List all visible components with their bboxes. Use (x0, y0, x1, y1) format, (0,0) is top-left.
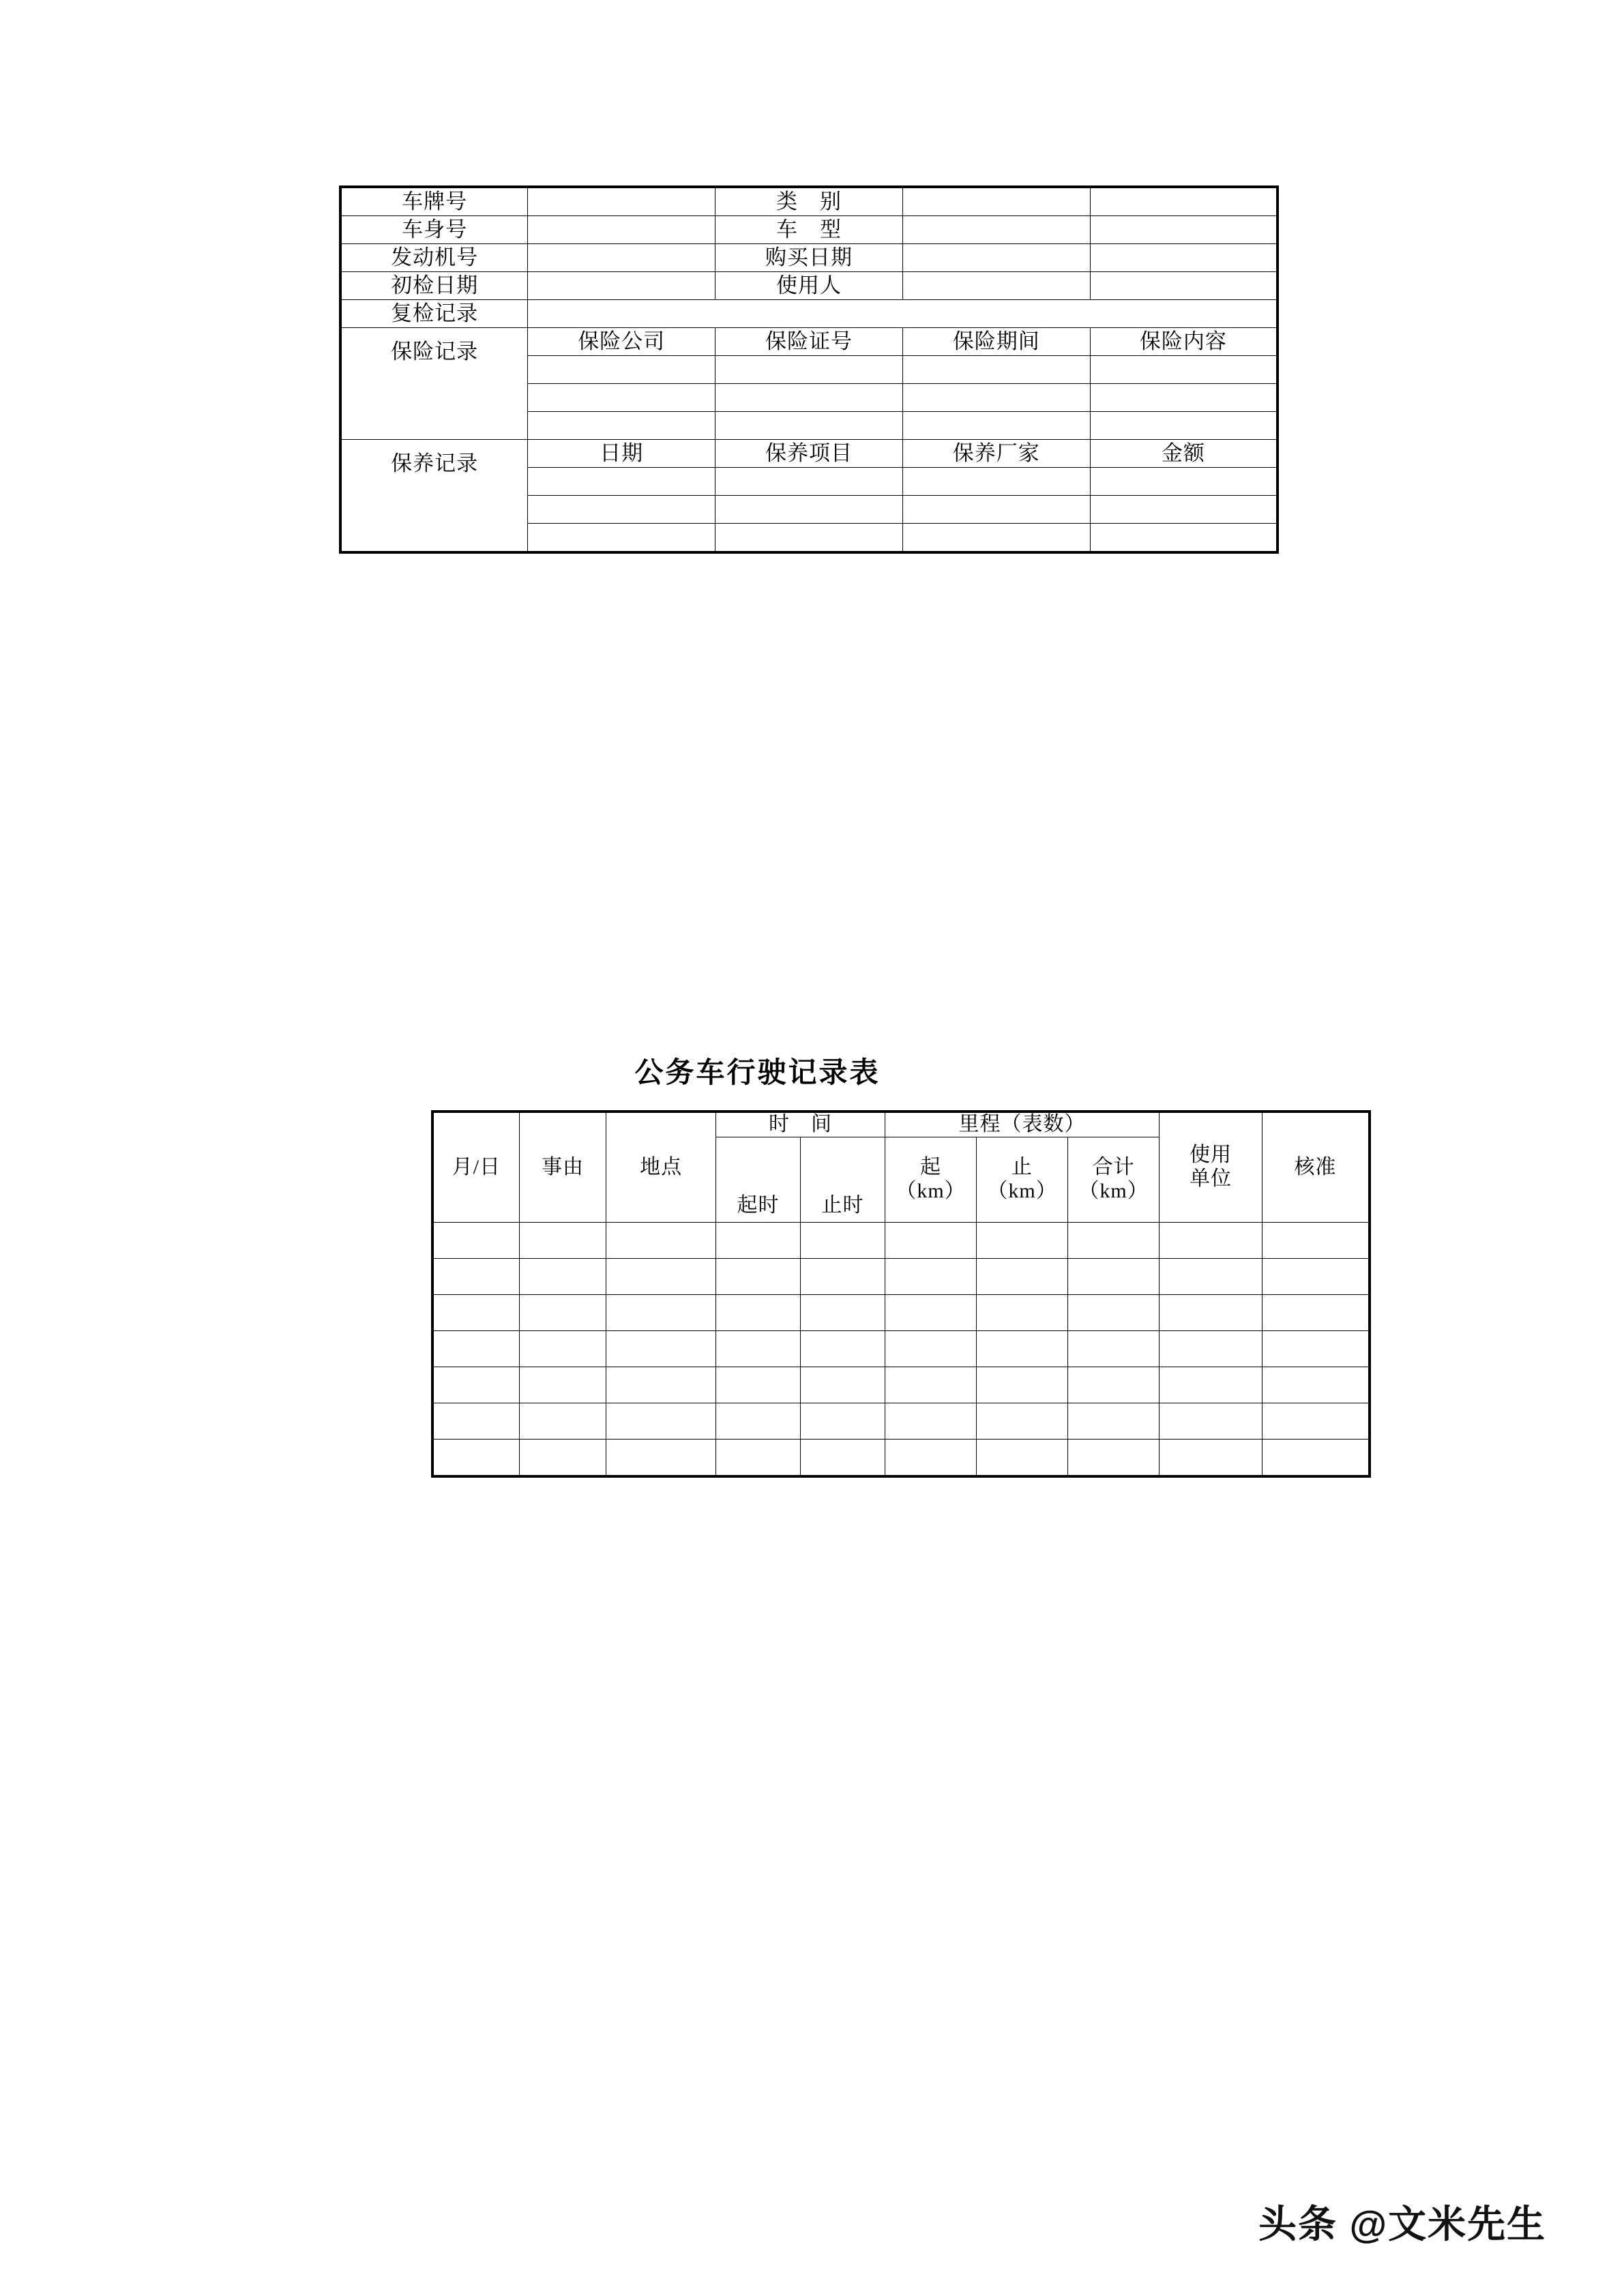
maintenance-cell[interactable] (1090, 468, 1278, 496)
table-row (340, 187, 1278, 216)
insurance-cell[interactable] (902, 356, 1090, 384)
log-cell-approval[interactable] (1262, 1367, 1370, 1403)
log-cell-mileage-start[interactable] (885, 1403, 977, 1439)
log-cell-mileage-end[interactable] (977, 1330, 1068, 1367)
log-cell-time-start[interactable] (716, 1222, 801, 1258)
insurance-cell[interactable] (715, 412, 903, 440)
log-cell-mileage-start[interactable] (885, 1294, 977, 1330)
log-cell-using-unit[interactable] (1160, 1403, 1263, 1439)
log-cell-date[interactable] (432, 1258, 519, 1294)
maintenance-cell[interactable] (1090, 496, 1278, 524)
section-label-insurance-record: 保险记录 (340, 328, 528, 440)
log-cell-time-start[interactable] (716, 1294, 801, 1330)
field-label-model: 车 型 (715, 216, 903, 244)
log-cell-date[interactable] (432, 1403, 519, 1439)
insurance-cell[interactable] (715, 356, 903, 384)
table-row (432, 1222, 1370, 1258)
table-row (432, 1403, 1370, 1439)
log-cell-mileage-end[interactable] (977, 1258, 1068, 1294)
log-cell-time-end[interactable] (801, 1222, 885, 1258)
field-value-extra-1[interactable] (1090, 187, 1278, 216)
log-cell-reason[interactable] (519, 1294, 606, 1330)
field-value-plate-number[interactable] (528, 187, 715, 216)
col-header-insurance-policy-number: 保险证号 (715, 328, 903, 356)
col-header-mileage-end (977, 1137, 1068, 1222)
col-header-maintenance-date: 日期 (528, 440, 715, 468)
field-value-user[interactable] (902, 272, 1090, 300)
col-header-mileage-total-line2: （km） (1078, 1179, 1149, 1202)
log-cell-time-start[interactable] (716, 1330, 801, 1367)
log-cell-time-end[interactable] (801, 1403, 885, 1439)
vehicle-info-table (339, 185, 1279, 554)
col-header-time-group: 时 间 (716, 1112, 885, 1137)
col-header-place: 地点 (606, 1112, 716, 1222)
log-cell-mileage-total[interactable] (1068, 1330, 1160, 1367)
field-label-engine-number: 发动机号 (340, 244, 528, 272)
driving-log-table-wrapper (431, 1110, 1371, 1478)
log-cell-time-end[interactable] (801, 1294, 885, 1330)
log-cell-mileage-total[interactable] (1068, 1294, 1160, 1330)
col-header-time-end: 止时 (801, 1137, 885, 1222)
log-cell-reason[interactable] (519, 1439, 606, 1476)
log-cell-mileage-total[interactable] (1068, 1222, 1160, 1258)
log-cell-mileage-start[interactable] (885, 1367, 977, 1403)
log-cell-place[interactable] (606, 1294, 716, 1330)
log-cell-mileage-end[interactable] (977, 1367, 1068, 1403)
maintenance-cell[interactable] (902, 524, 1090, 553)
log-cell-date[interactable] (432, 1439, 519, 1476)
col-header-reason: 事由 (519, 1112, 606, 1222)
log-cell-place[interactable] (606, 1367, 716, 1403)
log-cell-mileage-end[interactable] (977, 1222, 1068, 1258)
log-cell-date[interactable] (432, 1367, 519, 1403)
log-cell-approval[interactable] (1262, 1330, 1370, 1367)
col-header-maintenance-amount: 金额 (1090, 440, 1278, 468)
log-cell-time-end[interactable] (801, 1439, 885, 1476)
col-header-insurance-company: 保险公司 (528, 328, 715, 356)
field-value-engine-number[interactable] (528, 244, 715, 272)
col-header-using-unit-line2: 单位 (1189, 1167, 1232, 1190)
maintenance-cell[interactable] (715, 468, 903, 496)
log-cell-approval[interactable] (1262, 1222, 1370, 1258)
field-label-first-inspection-date: 初检日期 (340, 272, 528, 300)
insurance-cell[interactable] (1090, 412, 1278, 440)
maintenance-cell[interactable] (902, 468, 1090, 496)
log-cell-using-unit[interactable] (1160, 1294, 1263, 1330)
log-cell-time-start[interactable] (716, 1367, 801, 1403)
col-header-mileage-total-line1: 合计 (1092, 1156, 1135, 1178)
log-cell-mileage-total[interactable] (1068, 1258, 1160, 1294)
table-row (340, 328, 1278, 356)
field-label-purchase-date: 购买日期 (715, 244, 903, 272)
log-cell-time-end[interactable] (801, 1330, 885, 1367)
field-value-first-inspection-date[interactable] (528, 272, 715, 300)
log-cell-mileage-start[interactable] (885, 1439, 977, 1476)
col-header-mileage-total (1068, 1137, 1160, 1222)
log-cell-approval[interactable] (1262, 1294, 1370, 1330)
log-cell-mileage-end[interactable] (977, 1439, 1068, 1476)
log-cell-using-unit[interactable] (1160, 1439, 1263, 1476)
log-cell-reason[interactable] (519, 1367, 606, 1403)
table-row (432, 1367, 1370, 1403)
maintenance-cell[interactable] (528, 468, 715, 496)
log-cell-date[interactable] (432, 1222, 519, 1258)
table-header-row (432, 1112, 1370, 1137)
col-header-mileage-start (885, 1137, 977, 1222)
vehicle-info-table-wrapper (339, 185, 1279, 554)
maintenance-cell[interactable] (1090, 524, 1278, 553)
log-cell-using-unit[interactable] (1160, 1222, 1263, 1258)
log-cell-reason[interactable] (519, 1258, 606, 1294)
field-value-extra-2[interactable] (1090, 216, 1278, 244)
log-cell-time-start[interactable] (716, 1258, 801, 1294)
log-cell-date[interactable] (432, 1294, 519, 1330)
maintenance-cell[interactable] (528, 524, 715, 553)
insurance-cell[interactable] (528, 384, 715, 412)
log-cell-reason[interactable] (519, 1330, 606, 1367)
log-cell-place[interactable] (606, 1330, 716, 1367)
field-value-recheck-record[interactable] (528, 300, 1278, 328)
field-label-user: 使用人 (715, 272, 903, 300)
field-value-extra-4[interactable] (1090, 272, 1278, 300)
insurance-cell[interactable] (528, 412, 715, 440)
log-cell-mileage-total[interactable] (1068, 1439, 1160, 1476)
table-row (340, 300, 1278, 328)
field-label-recheck-record: 复检记录 (340, 300, 528, 328)
col-header-approval: 核准 (1262, 1112, 1370, 1222)
col-header-mileage-end-line2: （km） (987, 1179, 1057, 1202)
field-value-extra-3[interactable] (1090, 244, 1278, 272)
col-header-maintenance-item: 保养项目 (715, 440, 903, 468)
table-row (340, 272, 1278, 300)
log-cell-mileage-start[interactable] (885, 1222, 977, 1258)
log-cell-place[interactable] (606, 1439, 716, 1476)
log-cell-place[interactable] (606, 1403, 716, 1439)
col-header-insurance-period: 保险期间 (902, 328, 1090, 356)
log-cell-time-end[interactable] (801, 1258, 885, 1294)
insurance-cell[interactable] (528, 356, 715, 384)
log-cell-mileage-start[interactable] (885, 1258, 977, 1294)
col-header-mileage-group: 里程（表数） (885, 1112, 1160, 1137)
log-cell-using-unit[interactable] (1160, 1258, 1263, 1294)
log-cell-date[interactable] (432, 1330, 519, 1367)
log-cell-using-unit[interactable] (1160, 1330, 1263, 1367)
maintenance-cell[interactable] (902, 496, 1090, 524)
maintenance-cell[interactable] (715, 496, 903, 524)
insurance-cell[interactable] (902, 384, 1090, 412)
log-cell-place[interactable] (606, 1258, 716, 1294)
field-value-body-number[interactable] (528, 216, 715, 244)
table-row (432, 1258, 1370, 1294)
field-value-purchase-date[interactable] (902, 244, 1090, 272)
table-row (340, 244, 1278, 272)
insurance-cell[interactable] (902, 412, 1090, 440)
log-cell-mileage-end[interactable] (977, 1294, 1068, 1330)
col-header-mileage-end-line1: 止 (1012, 1156, 1033, 1178)
log-cell-reason[interactable] (519, 1222, 606, 1258)
col-header-using-unit (1160, 1112, 1263, 1222)
col-header-date: 月/日 (432, 1112, 519, 1222)
log-cell-mileage-end[interactable] (977, 1403, 1068, 1439)
field-label-plate-number: 车牌号 (340, 187, 528, 216)
log-cell-approval[interactable] (1262, 1403, 1370, 1439)
col-header-insurance-content: 保险内容 (1090, 328, 1278, 356)
table-row (432, 1330, 1370, 1367)
col-header-mileage-start-line1: 起 (920, 1156, 942, 1178)
col-header-using-unit-line1: 使用 (1189, 1144, 1232, 1167)
log-cell-mileage-total[interactable] (1068, 1403, 1160, 1439)
driving-log-title (0, 1050, 1624, 1091)
table-row (340, 440, 1278, 468)
maintenance-cell[interactable] (528, 496, 715, 524)
maintenance-cell[interactable] (715, 524, 903, 553)
log-cell-approval[interactable] (1262, 1439, 1370, 1476)
log-cell-approval[interactable] (1262, 1258, 1370, 1294)
field-label-body-number: 车身号 (340, 216, 528, 244)
log-cell-time-start[interactable] (716, 1403, 801, 1439)
field-value-model[interactable] (902, 216, 1090, 244)
table-row (432, 1294, 1370, 1330)
table-row (432, 1439, 1370, 1476)
col-header-maintenance-shop: 保养厂家 (902, 440, 1090, 468)
log-cell-mileage-start[interactable] (885, 1330, 977, 1367)
field-label-category: 类 别 (715, 187, 903, 216)
log-cell-time-start[interactable] (716, 1439, 801, 1476)
log-cell-time-end[interactable] (801, 1367, 885, 1403)
col-header-mileage-start-line2: （km） (896, 1179, 966, 1202)
log-cell-mileage-total[interactable] (1068, 1367, 1160, 1403)
insurance-cell[interactable] (715, 384, 903, 412)
log-cell-place[interactable] (606, 1222, 716, 1258)
watermark-text: 头条 @文米先生 (1258, 2203, 1547, 2246)
log-cell-reason[interactable] (519, 1403, 606, 1439)
insurance-cell[interactable] (1090, 356, 1278, 384)
section-label-maintenance-record: 保养记录 (340, 440, 528, 553)
driving-log-title-text: 公务车行驶记录表 (634, 1058, 881, 1089)
driving-log-table (431, 1110, 1371, 1478)
col-header-time-start: 起时 (716, 1137, 801, 1222)
insurance-cell[interactable] (1090, 384, 1278, 412)
table-row (340, 216, 1278, 244)
log-cell-using-unit[interactable] (1160, 1367, 1263, 1403)
field-value-category[interactable] (902, 187, 1090, 216)
